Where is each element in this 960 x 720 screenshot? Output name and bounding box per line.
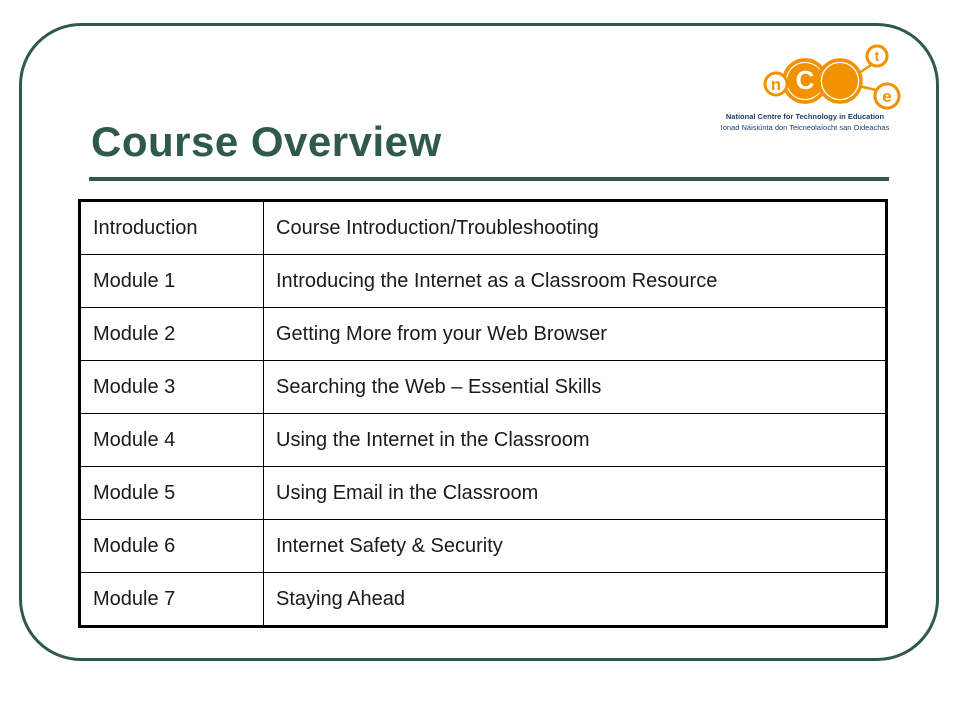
- title-underline: [89, 177, 889, 181]
- module-cell: Introduction: [80, 201, 264, 255]
- table-row: [80, 255, 887, 308]
- slide-title: Course Overview: [91, 118, 442, 165]
- table-row: [80, 414, 887, 467]
- module-cell: Module 1: [80, 255, 264, 308]
- topic-cell: Course Introduction/Troubleshooting: [264, 201, 887, 255]
- module-cell: Module 6: [80, 520, 264, 573]
- table-row: [80, 573, 887, 627]
- logo-letter-n: n: [770, 75, 782, 94]
- module-cell: Module 5: [80, 467, 264, 520]
- logo-organisation-name: National Centre for Technology in Education: [725, 112, 885, 121]
- topic-cell: Getting More from your Web Browser: [264, 308, 887, 361]
- table-row: [80, 201, 887, 255]
- ncte-logo-mark: [690, 40, 920, 112]
- table-row: [80, 308, 887, 361]
- topic-cell: Internet Safety & Security: [264, 520, 887, 573]
- ncte-logo: [690, 40, 920, 140]
- logo-organisation-name-irish: Ionad Náisiúnta don Teicneolaíocht san Oideachas: [720, 123, 890, 132]
- table-row: [80, 520, 887, 573]
- topic-cell: Staying Ahead: [264, 573, 887, 627]
- table-row: [80, 361, 887, 414]
- topic-cell: Using the Internet in the Classroom: [264, 414, 887, 467]
- topic-cell: Searching the Web – Essential Skills: [264, 361, 887, 414]
- logo-letter-c: C: [795, 65, 815, 95]
- topic-cell: Using Email in the Classroom: [264, 467, 887, 520]
- logo-center-disc: [822, 63, 858, 99]
- table-row: [80, 467, 887, 520]
- module-cell: Module 7: [80, 573, 264, 627]
- course-overview-table: [78, 199, 888, 628]
- logo-letter-e: e: [882, 87, 892, 106]
- module-cell: Module 3: [80, 361, 264, 414]
- logo-letter-t: t: [874, 48, 880, 64]
- module-cell: Module 4: [80, 414, 264, 467]
- module-cell: Module 2: [80, 308, 264, 361]
- topic-cell: Introducing the Internet as a Classroom Resource: [264, 255, 887, 308]
